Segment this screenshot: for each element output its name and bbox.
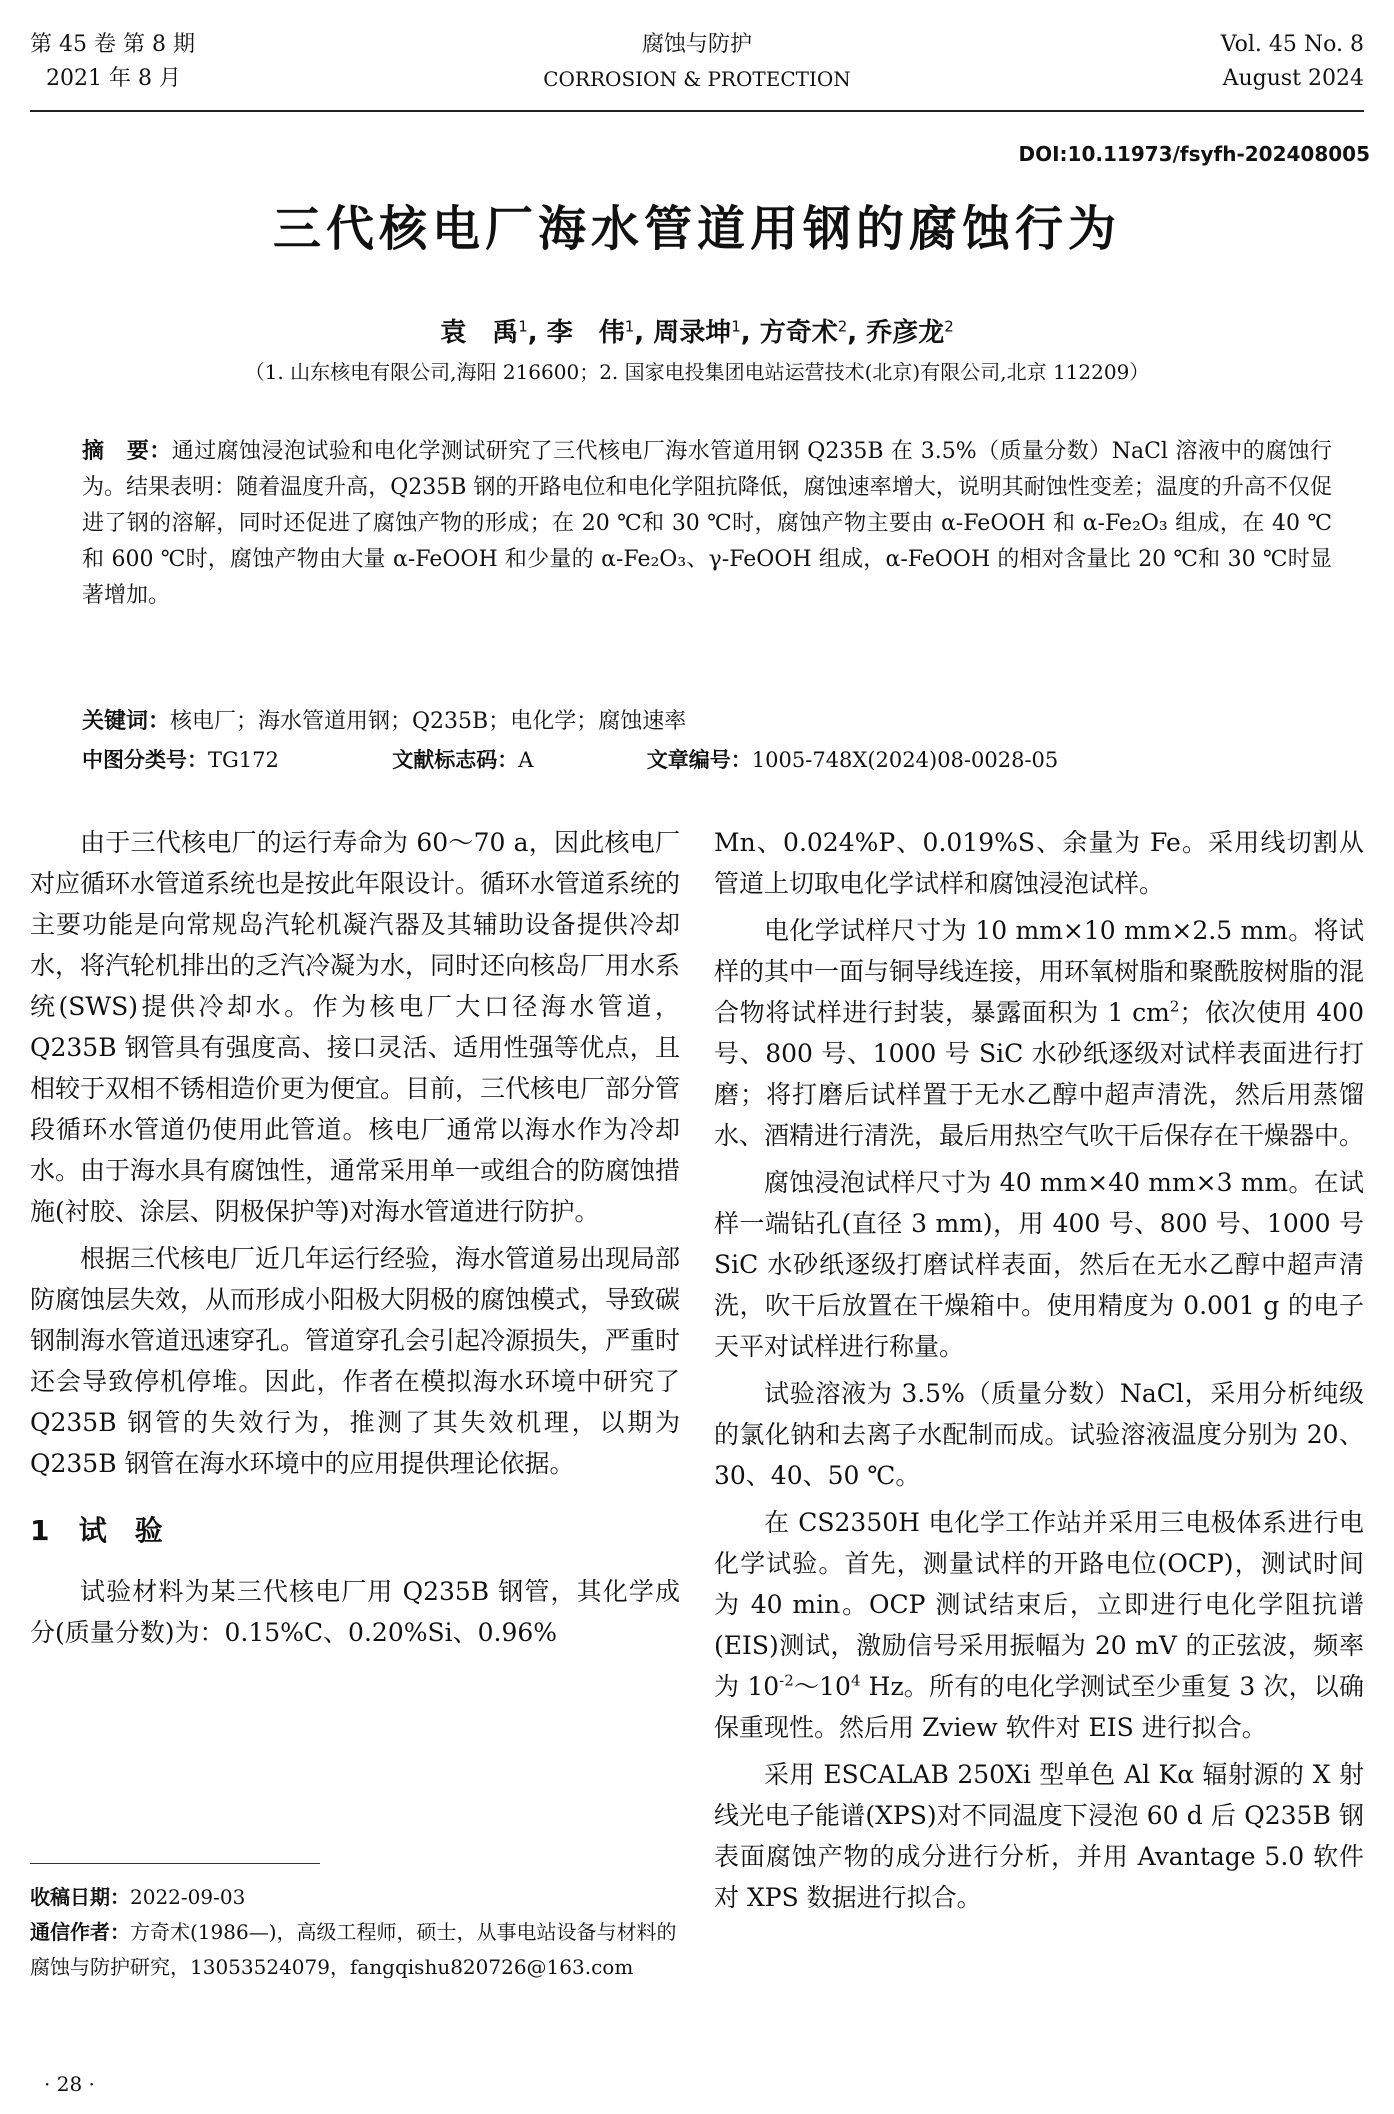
paragraph (714, 910, 1364, 1156)
superscript: 4 (850, 1671, 861, 1690)
footnote (30, 1880, 680, 1985)
journal-volume-en: Vol. 45 No. 8 (1220, 32, 1364, 57)
text-run: ；依次使用 400 号、800 号、1000 号 SiC 水砂纸逐级对试样表面进行打磨；将打磨后试样置于无水乙醇中超声清洗，然后用蒸馏水、酒精进行清洗，最后用热空气吹干后保存在干燥器中。 (714, 998, 1365, 1150)
journal-name-en: CORROSION & PROTECTION (543, 67, 851, 91)
corr-label: 通信作者： (30, 1920, 130, 1944)
author-affil-mark: 1 (518, 317, 528, 336)
superscript: 2 (1169, 997, 1180, 1016)
clc-label: 中图分类号： (82, 748, 208, 772)
author-affil-mark: 2 (837, 317, 848, 336)
left-column (30, 822, 680, 1653)
paper-title: 三代核电厂海水管道用钢的腐蚀行为 (272, 201, 1121, 257)
author-name: 李 伟 (546, 318, 625, 348)
section-number: 1 (30, 1514, 50, 1547)
journal-date: 2021 年 8 月 (46, 66, 181, 91)
doi: DOI:10.11973/fsyfh-202408005 (1018, 142, 1370, 166)
clc-value: TG172 (208, 748, 279, 772)
page-number: · 28 · (44, 2072, 95, 2096)
text-run: 电化学试样尺寸为 10 mm×10 mm×2.5 mm。将试样的其中一面与铜导线连接，用环氧树脂和聚酰胺树脂的混合物将试样进行封装，暴露面积为 1 cm (714, 916, 1365, 1027)
journal-name-cn: 腐蚀与防护 (641, 32, 752, 57)
paragraph: 根据三代核电厂近几年运行经验，海水管道易出现局部防腐蚀层失效，从而形成小阳极大阴极的腐蚀模式，导致碳钢制海水管道迅速穿孔。管道穿孔会引起冷源损失，严重时还会导致停机停堆。因此，作者在模拟海水环境中研究了 Q235B 钢管的失效行为，推测了其失效机理，以期为 Q235B 钢管在海水环境中的应用提供理论依据。 (30, 1244, 681, 1478)
paragraph: 试验材料为某三代核电厂用 Q235B 钢管，其化学成分(质量分数)为：0.15%C、0.20%Si、0.96% (30, 1577, 680, 1647)
doc-code-value: A (518, 748, 534, 772)
paragraph: Mn、0.024%P、0.019%S、余量为 Fe。采用线切割从管道上切取电化学试样和腐蚀浸泡试样。 (714, 828, 1364, 898)
footnote-rule (30, 1863, 320, 1864)
paragraph: 试验溶液为 3.5%（质量分数）NaCl，采用分析纯级的氯化钠和去离子水配制而成。试验溶液温度分别为 20、30、40、50 ℃。 (714, 1379, 1364, 1490)
right-column (714, 822, 1364, 1918)
keywords-text: 核电厂；海水管道用钢；Q235B；电化学；腐蚀速率 (170, 709, 687, 734)
classification-line (82, 744, 1058, 774)
author-affil-mark: 1 (731, 317, 741, 336)
text-run: Hz。所有的电化学测试至少重复 3 次，以确保重现性。然后用 Zview 软件对 EIS 进行拟合。 (714, 1672, 1364, 1742)
abstract (82, 434, 1332, 614)
journal-volume-issue: 第 45 卷 第 8 期 (30, 32, 195, 57)
author-affil-mark: 2 (944, 317, 954, 336)
author-separator: , (740, 318, 751, 348)
author-name: 方奇术 (759, 318, 838, 348)
paragraph: 采用 ESCALAB 250Xi 型单色 Al Kα 辐射源的 X 射线光电子能谱(XPS)对不同温度下浸泡 60 d 后 Q235B 钢表面腐蚀产物的成分进行分析，并用 Avantage 5.0 软件对 XPS 数据进行拟合。 (714, 1760, 1364, 1912)
keywords-label: 关键词： (82, 709, 171, 734)
received-label: 收稿日期： (30, 1885, 130, 1909)
affiliations: （1. 山东核电有限公司,海阳 216600；2. 国家电投集团电站运营技术(北京)有限公司,北京 112209） (244, 360, 1150, 384)
received-date (30, 1880, 680, 1915)
abstract-label: 摘 要： (82, 439, 172, 464)
text-run: 在 CS2350H 电化学工作站并采用三电极体系进行电化学试验。首先，测量试样的开路电位(OCP)，测试时间为 40 min。OCP 测试结束后，立即进行电化学阻抗谱(EIS)测试，激励信号采用振幅为 20 mV 的正弦波，频率为 10 (714, 1508, 1364, 1701)
author-name: 乔彦龙 (866, 318, 945, 348)
corr-value: 方奇术(1986—)，高级工程师，硕士，从事电站设备与材料的腐蚀与防护研究，13053524079，fangqishu820726@163.com (30, 1920, 677, 1979)
article-no-value: 1005-748X(2024)08-0028-05 (751, 748, 1059, 772)
author-separator: , (847, 318, 858, 348)
header-rule (30, 110, 1364, 112)
section-heading (30, 1510, 680, 1551)
author-separator: , (527, 318, 538, 348)
keywords (82, 704, 686, 735)
author-affil-mark: 1 (624, 317, 635, 336)
paragraph: 由于三代核电厂的运行寿命为 60～70 a，因此核电厂对应循环水管道系统也是按此年限设计。循环水管道系统的主要功能是向常规岛汽轮机凝汽器及其辅助设备提供冷却水，将汽轮机排出的乏汽冷凝为水，同时还向核岛厂用水系统(SWS)提供冷却水。作为核电厂大口径海水管道，Q235B 钢管具有强度高、接口灵活、适用性强等优点，且相较于双相不锈相造价更为便宜。目前，三代核电厂部分管段循环水管道仍使用此管道。核电厂通常以海水作为冷却水。由于海水具有腐蚀性，通常采用单一或组合的防腐蚀措施(衬胶、涂层、阴极保护等)对海水管道进行防护。 (30, 828, 681, 1226)
paragraph: 腐蚀浸泡试样尺寸为 40 mm×40 mm×3 mm。在试样一端钻孔(直径 3 mm)，用 400 号、800 号、1000 号 SiC 水砂纸逐级打磨试样表面，然后在无水乙醇中超声清洗，吹干后放置在干燥箱中。使用精度为 0.001 g 的电子天平对试样进行称量。 (714, 1168, 1364, 1361)
received-value: 2022-09-03 (130, 1885, 246, 1909)
doc-code-label: 文献标志码： (392, 748, 519, 772)
article-no-label: 文章编号： (646, 748, 752, 772)
text-run: ～10 (793, 1672, 851, 1701)
author-list (0, 312, 1394, 349)
author-name: 袁 禹 (440, 318, 519, 348)
superscript: -2 (779, 1671, 794, 1690)
journal-date-en: August 2024 (1222, 66, 1364, 91)
section-title: 试 验 (78, 1514, 163, 1547)
corresponding-author (30, 1915, 680, 1985)
abstract-text: 通过腐蚀浸泡试验和电化学测试研究了三代核电厂海水管道用钢 Q235B 在 3.5%（质量分数）NaCl 溶液中的腐蚀行为。结果表明：随着温度升高，Q235B 钢的开路电位和电化学阻抗降低，腐蚀速率增大，说明其耐蚀性变差；温度的升高不仅促进了钢的溶解，同时还促进了腐蚀产物的形成；在 20 ℃和 30 ℃时，腐蚀产物主要由 α-FeOOH 和 α-Fe₂O₃ 组成，在 40 ℃和 600 ℃时，腐蚀产物由大量 α-FeOOH 和少量的 α-Fe₂O₃、γ-FeOOH 组成，α-FeOOH 的相对含量比 20 ℃和 30 ℃时显著增加。 (82, 439, 1332, 608)
paragraph (714, 1502, 1364, 1748)
author-separator: , (634, 318, 645, 348)
author-name: 周录坤 (653, 318, 732, 348)
